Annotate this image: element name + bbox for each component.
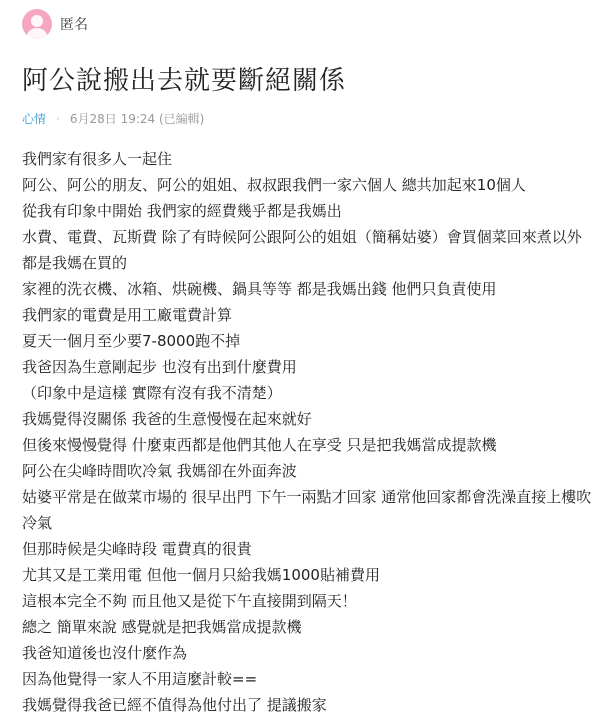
avatar-body-icon bbox=[27, 28, 47, 39]
content-line: 總之 簡單來說 感覺就是把我媽當成提款機 bbox=[22, 618, 302, 636]
content-line: 姑婆平常是在做菜市場的 很早出門 下午一兩點才回家 通常他回家都會洗澡直接上樓吹 bbox=[22, 488, 592, 506]
category-link[interactable]: 心情 bbox=[22, 112, 47, 126]
content-line: 我爸因為生意剛起步 也沒有出到什麼費用 bbox=[22, 358, 297, 376]
content-line: 夏天一個月至少要7-8000跑不掉 bbox=[22, 332, 241, 350]
content-line: 都是我媽在買的 bbox=[22, 254, 128, 272]
content-line: 這根本完全不夠 而且他又是從下午直接開到隔天！ bbox=[22, 592, 357, 610]
meta-separator: · bbox=[56, 111, 60, 126]
content-line: 我們家有很多人一起住 bbox=[22, 150, 173, 168]
post-title: 阿公說搬出去就要斷絕關係 bbox=[22, 66, 347, 96]
post-header bbox=[22, 8, 88, 40]
avatar-head-icon bbox=[31, 15, 43, 27]
avatar[interactable] bbox=[22, 9, 52, 39]
content-line: 我們家的電費是用工廠電費計算 bbox=[22, 306, 233, 324]
content-line: 冷氣 bbox=[22, 514, 53, 532]
post-meta bbox=[22, 110, 204, 127]
content-line: 我爸知道後也沒什麼作為 bbox=[22, 644, 188, 662]
content-line: 因為他覺得一家人不用這麼計較== bbox=[22, 670, 258, 688]
content-line: （印象中是這樣 實際有沒有我不清楚） bbox=[22, 384, 282, 402]
content-line: 從我有印象中開始 我們家的經費幾乎都是我媽出 bbox=[22, 202, 342, 220]
content-line: 水費、電費、瓦斯費 除了有時候阿公跟阿公的姐姐（簡稱姑婆）會買個菜回來煮以外 bbox=[22, 228, 582, 246]
post-date: 6月28日 19:24 (已編輯) bbox=[69, 112, 205, 126]
post-content bbox=[22, 146, 606, 718]
content-line: 阿公在尖峰時間吹冷氣 我媽卻在外面奔波 bbox=[22, 462, 297, 480]
content-line: 尤其又是工業用電 但他一個月只給我媽1000貼補費用 bbox=[22, 566, 380, 584]
content-line: 家裡的洗衣機、冰箱、烘碗機、鍋具等等 都是我媽出錢 他們只負責使用 bbox=[22, 280, 497, 298]
content-line: 阿公、阿公的朋友、阿公的姐姐、叔叔跟我們一家六個人 總共加起來10個人 bbox=[22, 176, 526, 194]
content-line: 但那時候是尖峰時段 電費真的很貴 bbox=[22, 540, 252, 558]
content-line: 但後來慢慢覺得 什麼東西都是他們其他人在享受 只是把我媽當成提款機 bbox=[22, 436, 497, 454]
content-line: 我媽覺得沒關係 我爸的生意慢慢在起來就好 bbox=[22, 410, 312, 428]
author-name[interactable]: 匿名 bbox=[60, 17, 88, 33]
content-line: 我媽覺得我爸已經不值得為他付出了 提議搬家 bbox=[22, 696, 327, 714]
